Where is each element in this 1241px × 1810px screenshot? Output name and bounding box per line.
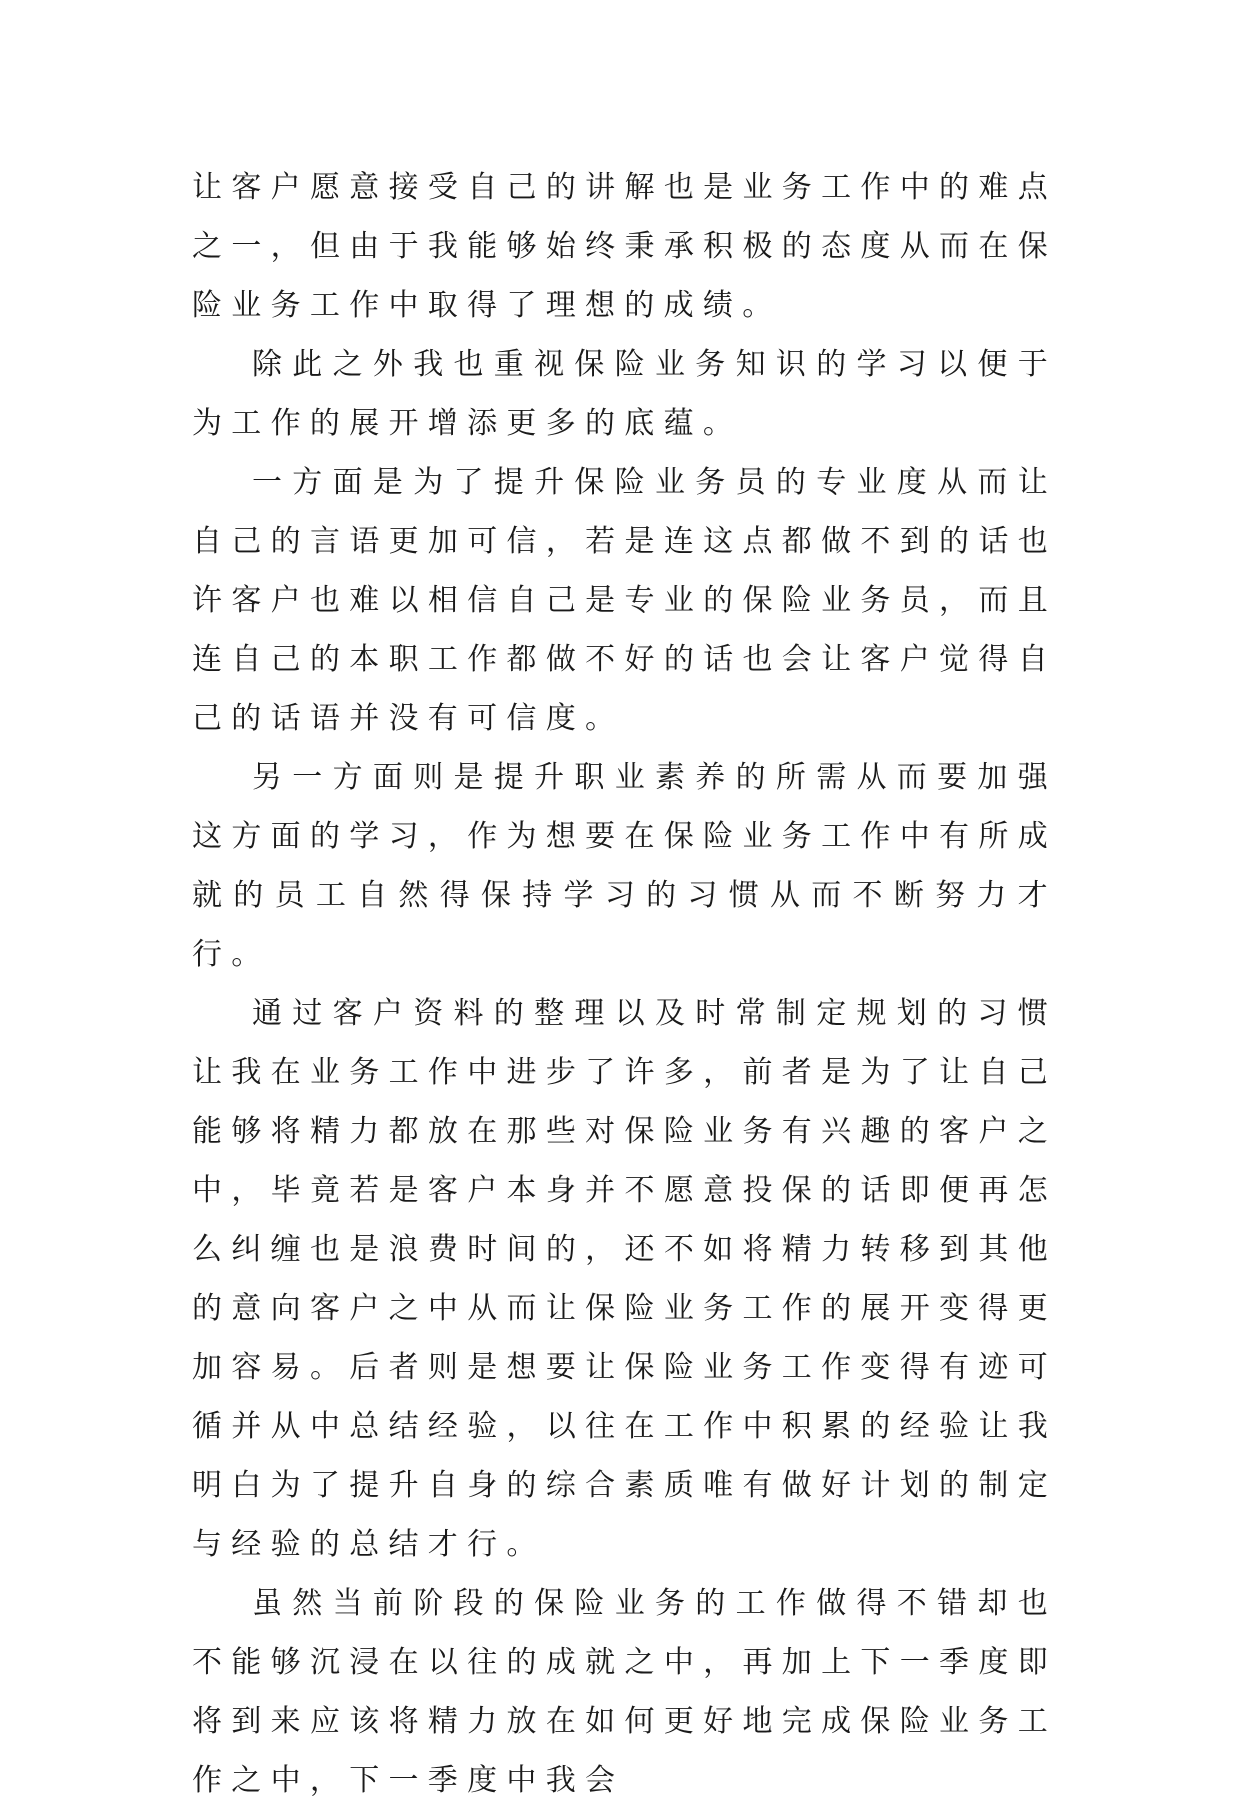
paragraph-2: 除此之外我也重视保险业务知识的学习以便于为工作的展开增添更多的底蕴。	[192, 347, 1057, 441]
paragraph-1: 让客户愿意接受自己的讲解也是业务工作中的难点之一，但由于我能够始终秉承积极的态度从而在保险业务工作中取得了理想的成绩。	[192, 170, 1057, 323]
paragraph-4: 另一方面则是提升职业素养的所需从而要加强这方面的学习，作为想要在保险业务工作中有所成就的员工自然得保持学习的习惯从而不断努力才行。	[192, 760, 1057, 972]
paragraph-5: 通过客户资料的整理以及时常制定规划的习惯让我在业务工作中进步了许多，前者是为了让自己能够将精力都放在那些对保险业务有兴趣的客户之中，毕竟若是客户本身并不愿意投保的话即便再怎么纠缠也是浪费时间的，还不如将精力转移到其他的意向客户之中从而让保险业务工作的展开变得更加容易。后者则是想要让保险业务工作变得有迹可循并从中总结经验，以往在工作中积累的经验让我明白为了提升自身的综合素质唯有做好计划的制定与经验的总结才行。	[192, 996, 1057, 1562]
paragraph-6: 虽然当前阶段的保险业务的工作做得不错却也不能够沉浸在以往的成就之中，再加上下一季度即将到来应该将精力放在如何更好地完成保险业务工作之中，下一季度中我会	[192, 1586, 1057, 1798]
paragraph-3: 一方面是为了提升保险业务员的专业度从而让自己的言语更加可信，若是连这点都做不到的话也许客户也难以相信自己是专业的保险业务员，而且连自己的本职工作都做不好的话也会让客户觉得自己的话语并没有可信度。	[192, 465, 1057, 736]
document-body	[192, 158, 1057, 1810]
